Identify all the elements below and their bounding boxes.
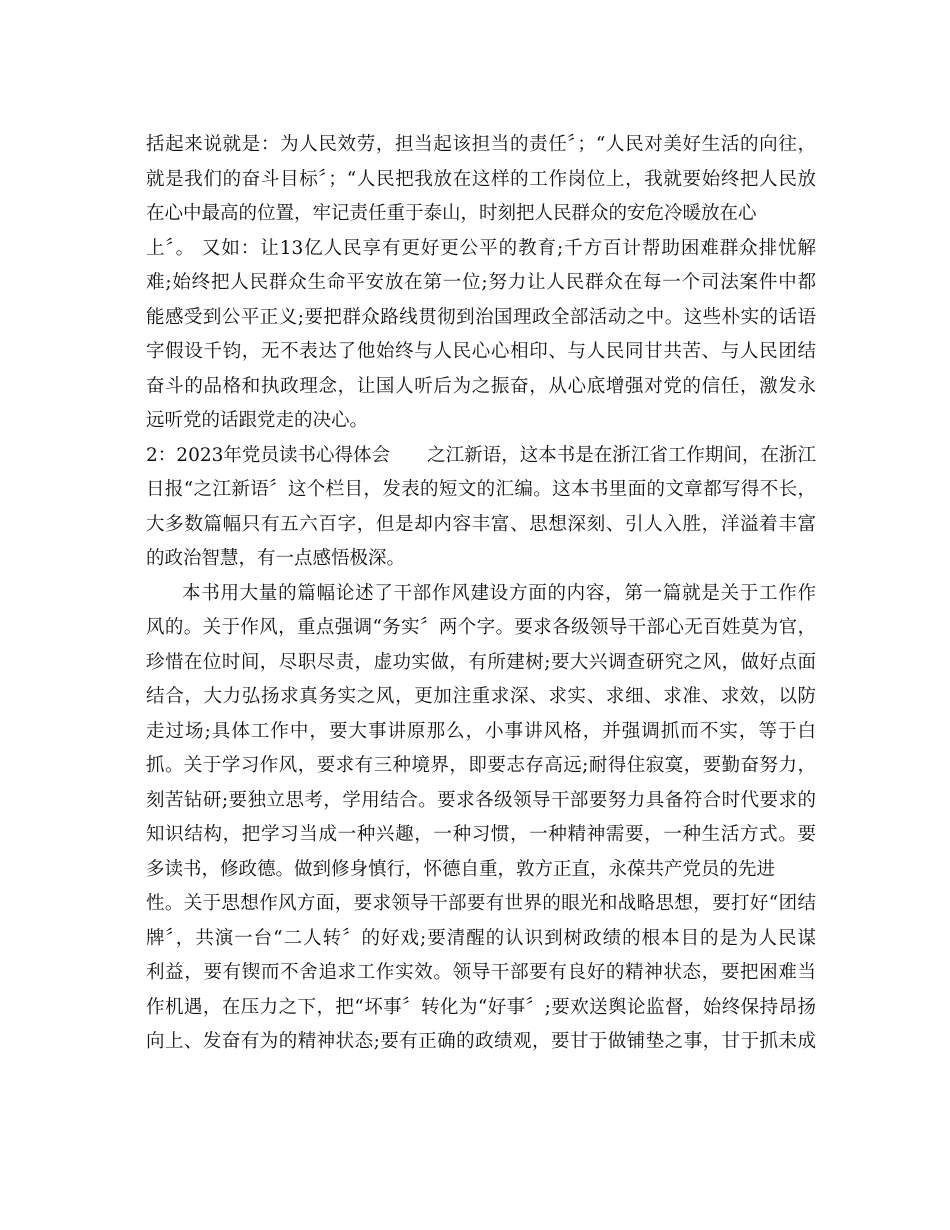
body-text [146, 128, 816, 1060]
text-line: 牌〞，共演一台“二人转〞的好戏;要清醒的认识到树政绩的根本目的是为人民谋 [146, 927, 816, 949]
text-line: 多读书，修政德。做到修身慎行，怀德自重，敦方正直，永葆共产党员的先进 [146, 858, 776, 880]
text-line: 字假设千钧，无不表达了他始终与人民心心相印、与人民同甘共苦、与人民团结 [146, 341, 816, 362]
text-line: 难;始终把人民群众生命平安放在第一位;努力让人民群众在每一个司法案件中都 [146, 272, 816, 293]
text-line: 就是我们的奋斗目标〞；“人民把我放在这样的工作岗位上，我就要始终把人民放 [146, 168, 816, 190]
text-line: 日报“之江新语〞这个栏目，发表的短文的汇编。这本书里面的文章都写得不长， [146, 479, 816, 500]
text-line: 刻苦钻研;要独立思考，学用结合。要求各级领导干部要努力具备符合时代要求的 [146, 789, 816, 811]
text-line: 本书用大量的篇幅论述了干部作风建设方面的内容，第一篇就是关于工作作 [182, 582, 816, 604]
text-line: 风的。关于作风，重点强调“务实〞两个字。要求各级领导干部心无百姓莫为官， [146, 617, 816, 638]
text-line: 上〞。 又如：让13亿人民享有更好更公平的教育;千方百计帮助困难群众排忧解 [146, 237, 816, 259]
text-line: 能感受到公平正义;要把群众路线贯彻到治国理政全部活动之中。这些朴实的话语 [146, 306, 816, 328]
text-line: 向上、发奋有为的精神状态;要有正确的政绩观，要甘于做铺垫之事，甘于抓未成 [146, 1031, 816, 1052]
text-line: 大多数篇幅只有五六百字，但是却内容丰富、思想深刻、引人入胜，洋溢着丰富 [146, 513, 816, 535]
text-line: 在心中最高的位置，牢记责任重于泰山，时刻把人民群众的安危冷暖放在心 [146, 203, 757, 224]
text-line: 抓。关于学习作风，要求有三种境界，即要志存高远;耐得住寂寞，要勤奋努力， [146, 755, 816, 776]
text-line: 奋斗的品格和执政理念，让国人听后为之振奋，从心底增强对党的信任，激发永 [146, 375, 816, 397]
text-line: 走过场;具体工作中，要大事讲原那么，小事讲风格，并强调抓而不实，等于白 [146, 720, 816, 742]
text-line: 利益，要有锲而不舍追求工作实效。领导干部要有良好的精神状态，要把困难当 [146, 962, 816, 983]
text-line: 作机遇，在压力之下，把“坏事〞转化为“好事〞;要欢送舆论监督，始终保持昂扬 [146, 996, 816, 1018]
text-line: 性。关于思想作风方面，要求领导干部要有世界的眼光和战略思想，要打好“团结 [146, 893, 816, 914]
text-line: 知识结构，把学习当成一种兴趣，一种习惯，一种精神需要，一种生活方式。要 [146, 824, 816, 845]
text-line: 珍惜在位时间，尽职尽责，虚功实做，有所建树;要大兴调查研究之风，做好点面 [146, 651, 816, 673]
text-line: 远听党的话跟党走的决心。 [146, 410, 369, 431]
text-line: 的政治智慧，有一点感悟极深。 [146, 548, 406, 569]
text-line: 结合，大力弘扬求真务实之风，更加注重求深、求实、求细、求准、求效，以防 [146, 686, 816, 707]
text-line: 括起来说就是：为人民效劳，担当起该担当的责任〞；“人民对美好生活的向往， [146, 134, 816, 155]
text-line: 2：2023年党员读书心得体会 之江新语，这本书是在浙江省工作期间，在浙江 [146, 444, 816, 466]
